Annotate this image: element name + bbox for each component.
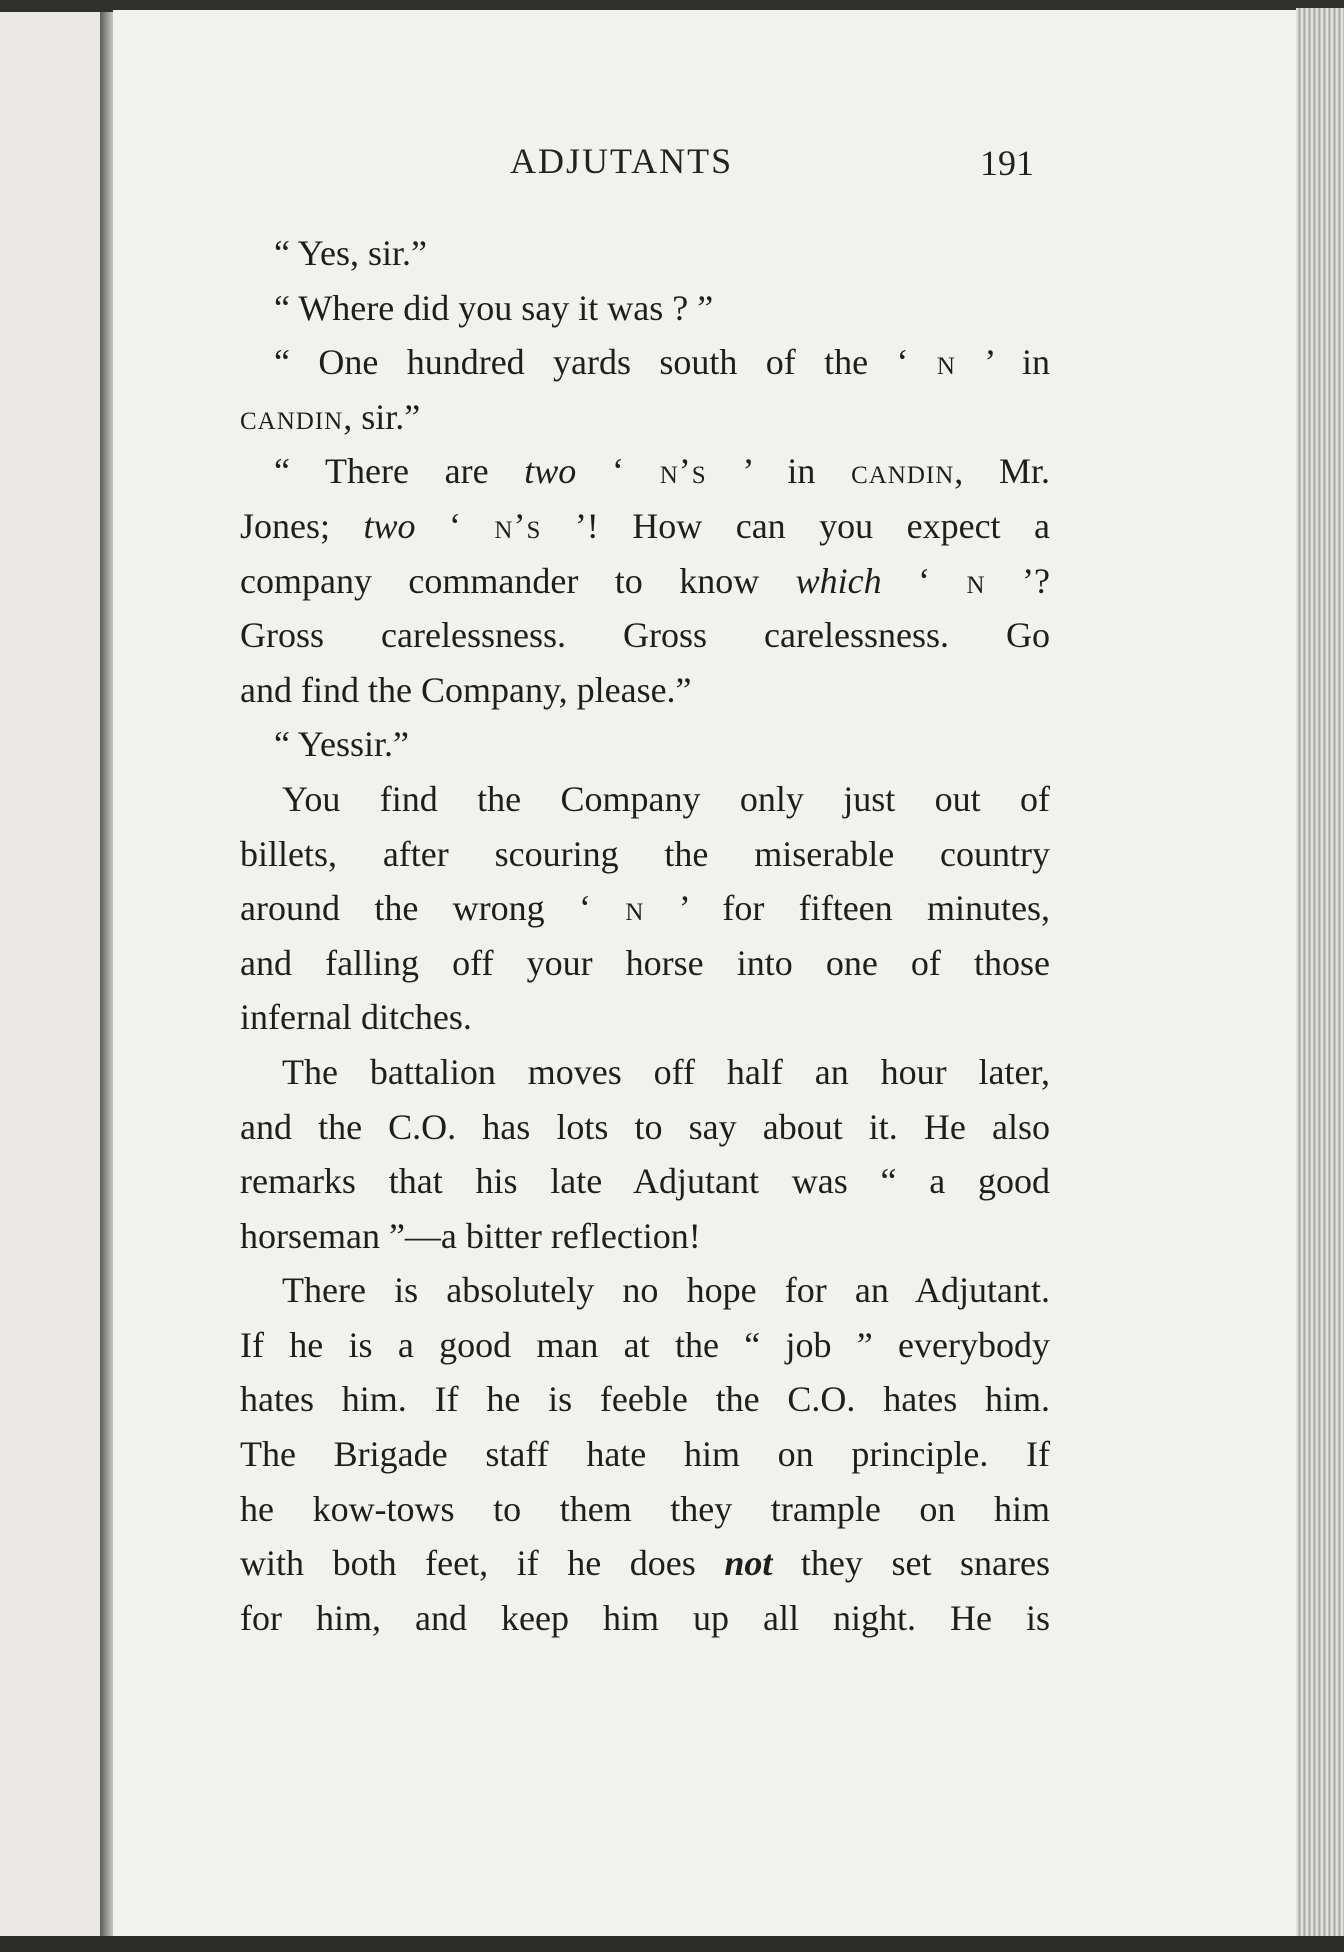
text-line	[240, 444, 1050, 499]
italic-emphasis: two	[524, 451, 577, 492]
line-text: If he is a good man at the “ job ” everybody	[240, 1324, 1050, 1365]
page-stack-edges	[1296, 8, 1344, 1938]
running-head: ADJUTANTS	[510, 141, 734, 181]
text-line	[240, 663, 1050, 718]
italic-emphasis: which	[795, 560, 882, 601]
text-line	[240, 1318, 1050, 1373]
small-caps-letter: n’s	[494, 505, 542, 546]
text-line	[240, 1482, 1050, 1537]
text-line	[240, 281, 1050, 336]
line-text: ‘	[415, 505, 495, 546]
text-line	[240, 1154, 1050, 1209]
line-text: ’ for fifteen minutes,	[644, 888, 1050, 929]
small-caps-letter: n	[625, 888, 645, 929]
text-line	[240, 390, 1050, 445]
line-text: and falling off your horse into one of those	[240, 942, 1050, 983]
line-text: , Mr.	[954, 451, 1050, 492]
text-line	[240, 990, 1050, 1045]
line-text: he kow-tows to them they trample on him	[240, 1488, 1050, 1529]
italic-emphasis: not	[724, 1543, 773, 1584]
line-text: ‘	[881, 560, 967, 601]
line-text: Jones;	[240, 505, 364, 546]
line-text: You find the Company only just out of	[282, 778, 1050, 819]
line-text: they set snares	[772, 1543, 1050, 1584]
italic-emphasis: two	[363, 505, 416, 546]
text-line	[240, 1045, 1050, 1100]
line-text: ’! How can you expect a	[541, 505, 1050, 546]
small-caps-letter: n	[936, 342, 956, 383]
line-text: Gross carelessness. Gross carelessness. Go	[240, 615, 1050, 656]
line-text: company commander to know	[240, 560, 796, 601]
scan-bottom-border	[0, 1936, 1344, 1952]
line-text: for him, and keep him up all night. He is	[240, 1597, 1050, 1638]
text-line	[240, 608, 1050, 663]
small-caps-letter: n’s	[659, 451, 707, 492]
line-text: with both feet, if he does	[240, 1543, 725, 1584]
line-text: “ Yessir.”	[274, 724, 410, 765]
line-text: “ There are	[274, 451, 525, 492]
text-line	[240, 499, 1050, 554]
line-text: ’?	[985, 560, 1051, 601]
line-text: ’ in	[706, 451, 852, 492]
line-text: and find the Company, please.”	[240, 669, 692, 710]
text-line	[240, 881, 1050, 936]
book-gutter	[100, 12, 114, 1937]
small-caps-letter: n	[966, 560, 986, 601]
text-line	[240, 827, 1050, 882]
line-text: , sir.”	[343, 396, 421, 437]
line-text: remarks that his late Adjutant was “ a good	[240, 1161, 1050, 1202]
text-line	[240, 1372, 1050, 1427]
line-text: hates him. If he is feeble the C.O. hates him.	[240, 1379, 1050, 1420]
line-text: There is absolutely no hope for an Adjutant.	[282, 1270, 1050, 1311]
text-line	[240, 554, 1050, 609]
text-line	[240, 226, 1050, 281]
line-text: The battalion moves off half an hour later,	[282, 1051, 1050, 1092]
line-text: ‘	[576, 451, 660, 492]
text-line	[240, 1536, 1050, 1591]
page-header	[240, 140, 1050, 200]
small-caps-place-name: candin	[851, 451, 955, 492]
line-text: around the wrong ‘	[240, 888, 626, 929]
text-line	[240, 335, 1050, 390]
line-text: and the C.O. has lots to say about it. He also	[240, 1106, 1050, 1147]
text-line	[240, 1591, 1050, 1646]
line-text: billets, after scouring the miserable country	[240, 833, 1050, 874]
text-line	[240, 1263, 1050, 1318]
line-text: infernal ditches.	[240, 997, 472, 1038]
line-text: “ Where did you say it was ? ”	[274, 287, 714, 328]
text-line	[240, 1209, 1050, 1264]
small-caps-place-name: candin	[240, 396, 344, 437]
text-line	[240, 1427, 1050, 1482]
text-line	[240, 772, 1050, 827]
text-line	[240, 717, 1050, 772]
text-line	[240, 1100, 1050, 1155]
line-text: horseman ”—a bitter reflection!	[240, 1215, 701, 1256]
line-text: “ One hundred yards south of the ‘	[274, 342, 937, 383]
line-text: ’ in	[955, 342, 1050, 383]
page-number: 191	[980, 143, 1034, 183]
text-line	[240, 936, 1050, 991]
line-text: The Brigade staff hate him on principle. If	[240, 1434, 1050, 1475]
left-page-edge	[0, 12, 103, 1937]
page-body	[240, 226, 1050, 1645]
line-text: “ Yes, sir.”	[274, 233, 428, 273]
